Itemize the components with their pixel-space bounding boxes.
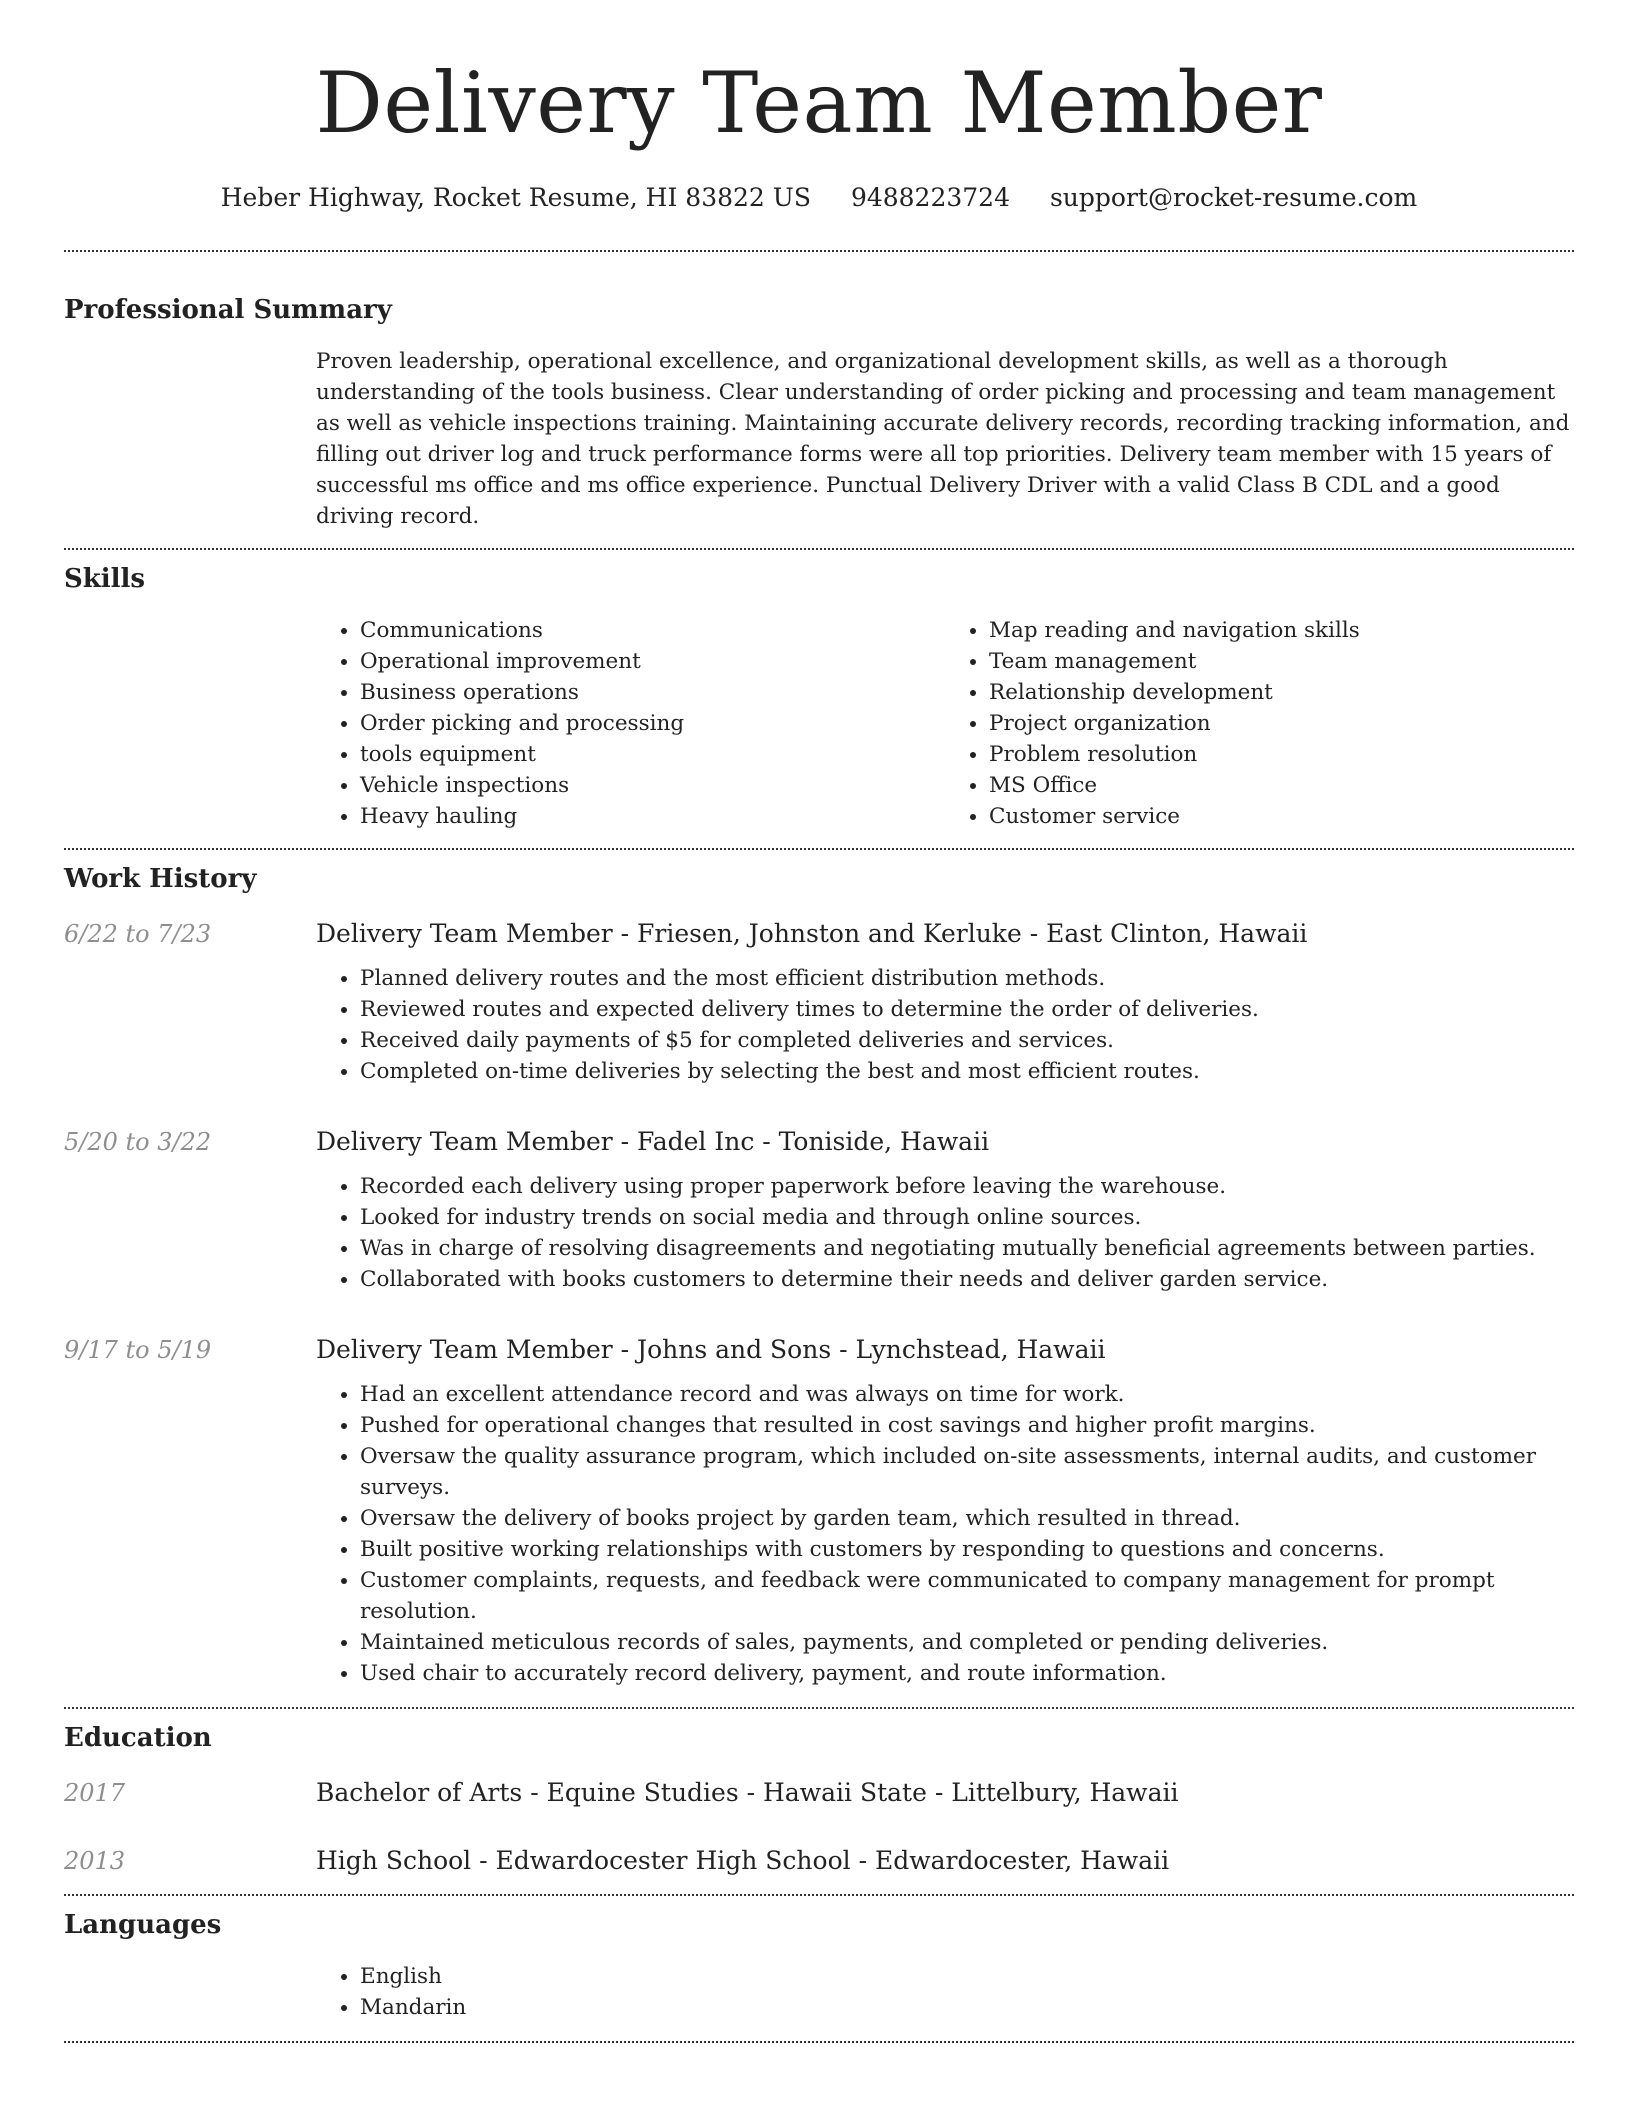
skill-item: • Customer service bbox=[989, 801, 1574, 832]
resume-page bbox=[64, 0, 1574, 2043]
work-heading: Work History bbox=[64, 864, 257, 894]
job-bullet: • Reviewed routes and expected delivery times to determine the order of deliveries. bbox=[360, 994, 1574, 1025]
education-year: 2017 bbox=[64, 1779, 126, 1807]
skill-item: • Business operations bbox=[360, 677, 945, 708]
job-entry bbox=[64, 917, 1574, 1087]
job-entry bbox=[64, 1125, 1574, 1295]
languages-section bbox=[64, 1896, 1574, 2023]
job-bullet: • Planned delivery routes and the most efficient distribution methods. bbox=[360, 963, 1574, 994]
contact-email: support@rocket-resume.com bbox=[1049, 183, 1418, 212]
education-entry bbox=[64, 1776, 1574, 1810]
job-bullet: • Oversaw the delivery of books project by garden team, which resulted in thread. bbox=[360, 1503, 1574, 1534]
skill-item: • tools equipment bbox=[360, 739, 945, 770]
contact-address: Heber Highway, Rocket Resume, HI 83822 US bbox=[220, 183, 811, 212]
language-item: • English bbox=[360, 1961, 1574, 1992]
skill-item: • MS Office bbox=[989, 770, 1574, 801]
skills-list-right bbox=[945, 615, 1574, 832]
skill-item: • Heavy hauling bbox=[360, 801, 945, 832]
job-bullet: • Maintained meticulous records of sales, payments, and completed or pending deliveries. bbox=[360, 1627, 1574, 1658]
language-item: • Mandarin bbox=[360, 1992, 1574, 2023]
job-bullet: • Was in charge of resolving disagreements and negotiating mutually beneficial agreements between parties. bbox=[360, 1233, 1574, 1264]
job-bullet: • Recorded each delivery using proper paperwork before leaving the warehouse. bbox=[360, 1171, 1574, 1202]
education-title: High School - Edwardocester High School - Edwardocester, Hawaii bbox=[316, 1846, 1170, 1875]
education-entry bbox=[64, 1844, 1574, 1878]
job-bullet: • Had an excellent attendance record and was always on time for work. bbox=[360, 1379, 1574, 1410]
education-section bbox=[64, 1709, 1574, 1878]
job-bullet: • Collaborated with books customers to determine their needs and deliver garden service. bbox=[360, 1264, 1574, 1295]
section-divider bbox=[64, 2041, 1574, 2043]
education-year: 2013 bbox=[64, 1847, 126, 1875]
job-title: Delivery Team Member - Johns and Sons - Lynchstead, Hawaii bbox=[316, 1335, 1106, 1364]
job-bullet: • Oversaw the quality assurance program, which included on-site assessments, internal audits, and customer surveys. bbox=[360, 1441, 1574, 1503]
job-bullets bbox=[316, 1379, 1574, 1689]
skills-list-left bbox=[316, 615, 945, 832]
skill-item: • Communications bbox=[360, 615, 945, 646]
job-bullet: • Customer complaints, requests, and feedback were communicated to company management for prompt resolution. bbox=[360, 1565, 1574, 1627]
skill-item: • Team management bbox=[989, 646, 1574, 677]
skill-item: • Order picking and processing bbox=[360, 708, 945, 739]
skill-item: • Vehicle inspections bbox=[360, 770, 945, 801]
skill-item: • Map reading and navigation skills bbox=[989, 615, 1574, 646]
skill-item: • Problem resolution bbox=[989, 739, 1574, 770]
skill-item: • Relationship development bbox=[989, 677, 1574, 708]
skill-item: • Project organization bbox=[989, 708, 1574, 739]
contact-line bbox=[64, 180, 1574, 216]
education-title: Bachelor of Arts - Equine Studies - Hawaii State - Littelbury, Hawaii bbox=[316, 1778, 1179, 1807]
languages-heading: Languages bbox=[64, 1910, 222, 1940]
job-bullets bbox=[316, 1171, 1574, 1295]
languages-list bbox=[316, 1961, 1574, 2023]
work-section bbox=[64, 850, 1574, 1689]
job-bullet: • Used chair to accurately record delivery, payment, and route information. bbox=[360, 1658, 1574, 1689]
job-bullet: • Received daily payments of $5 for completed deliveries and services. bbox=[360, 1025, 1574, 1056]
summary-text: Proven leadership, operational excellence, and organizational development skills, as well as a thorough understanding of the tools business. Clear understanding of order picking and processing and team management as well as vehicle inspections training. Maintaining accurate delivery records, recording tracking information, and filling out driver log and truck performance forms were all top priorities. Delivery team member with 15 years of successful ms office and ms office experience. Punctual Delivery Driver with a valid Class B CDL and a good driving record. bbox=[316, 349, 1570, 529]
contact-phone: 9488223724 bbox=[850, 183, 1010, 212]
summary-section bbox=[64, 252, 1574, 532]
job-bullet: • Looked for industry trends on social media and through online sources. bbox=[360, 1202, 1574, 1233]
education-heading: Education bbox=[64, 1723, 212, 1753]
job-entry bbox=[64, 1333, 1574, 1689]
job-bullet: • Pushed for operational changes that resulted in cost savings and higher profit margins. bbox=[360, 1410, 1574, 1441]
skill-item: • Operational improvement bbox=[360, 646, 945, 677]
job-bullet: • Built positive working relationships with customers by responding to questions and concerns. bbox=[360, 1534, 1574, 1565]
resume-title: Delivery Team Member bbox=[315, 54, 1323, 152]
job-dates: 6/22 to 7/23 bbox=[64, 920, 212, 948]
summary-heading: Professional Summary bbox=[64, 295, 392, 325]
skills-heading: Skills bbox=[64, 564, 146, 594]
job-bullets bbox=[316, 963, 1574, 1087]
job-title: Delivery Team Member - Friesen, Johnston and Kerluke - East Clinton, Hawaii bbox=[316, 919, 1308, 948]
job-title: Delivery Team Member - Fadel Inc - Toniside, Hawaii bbox=[316, 1127, 990, 1156]
job-dates: 9/17 to 5/19 bbox=[64, 1336, 212, 1364]
skills-section bbox=[64, 550, 1574, 832]
job-dates: 5/20 to 3/22 bbox=[64, 1128, 212, 1156]
job-bullet: • Completed on-time deliveries by selecting the best and most efficient routes. bbox=[360, 1056, 1574, 1087]
